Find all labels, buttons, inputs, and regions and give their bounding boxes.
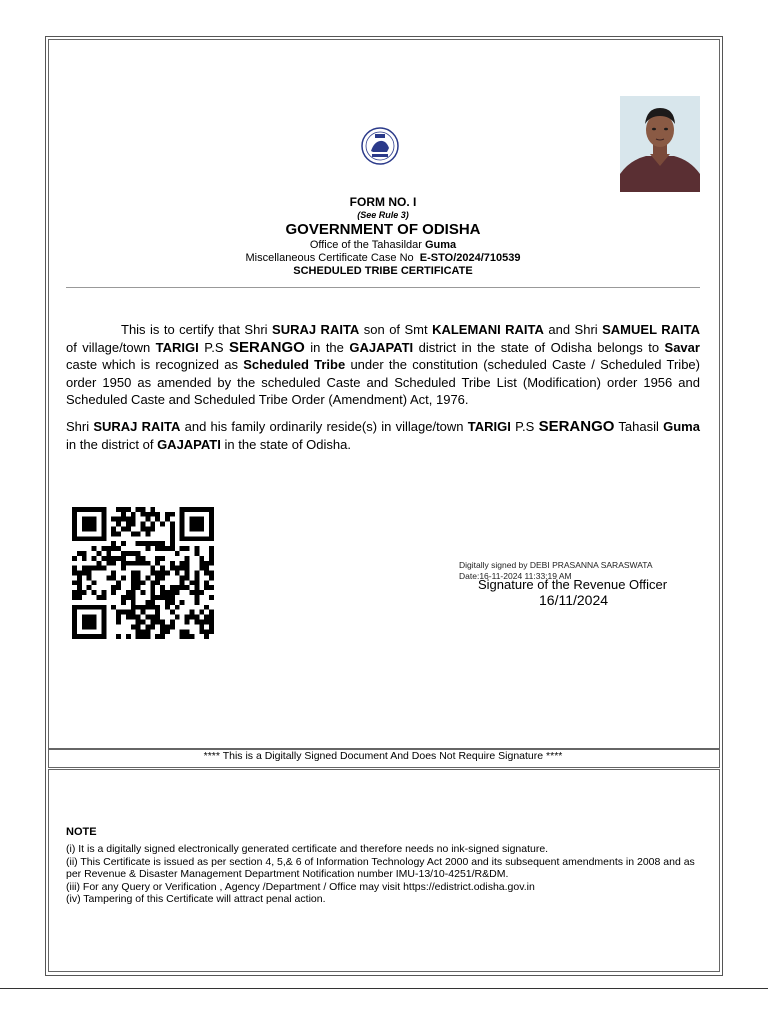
note-heading: NOTE: [66, 826, 97, 838]
note-item: (iii) For any Query or Verification , Agency /Department / Office may visit https://edistrict.odisha.gov.in: [66, 880, 535, 893]
district-name: GAJAPATI: [349, 339, 414, 355]
digital-sign-date: Date:16-11-2024 11:33:19 AM: [459, 570, 572, 581]
police-station: SERANGO: [228, 338, 305, 356]
signature-date: 16/11/2024: [539, 592, 609, 608]
digital-signer: Digitally signed by DEBI PRASANNA SARASWATA: [459, 560, 653, 570]
caste-name: Savar: [664, 339, 700, 355]
applicant-photo: [620, 96, 700, 192]
note-item: (ii) This Certificate is issued as per section 4, 5,& 6 of Information Technology Act 2000 and its subsequent amendments in 2008 and as per Revenue & Disaster Management Department Notification number IMU-13/10-4251/R&DM.: [66, 855, 695, 880]
government-title: GOVERNMENT OF ODISHA: [285, 221, 481, 238]
certificate-type: SCHEDULED TRIBE CERTIFICATE: [293, 265, 473, 277]
form-number: FORM NO. I: [349, 195, 417, 209]
note-list: [66, 843, 706, 906]
office-name: Guma: [424, 239, 457, 251]
odisha-emblem-icon: [360, 126, 400, 166]
issuing-office: [48, 239, 718, 251]
signature-title: Signature of the Revenue Officer: [478, 577, 668, 592]
category-name: Scheduled Tribe: [243, 357, 346, 372]
case-number: E-STO/2024/710539: [419, 252, 521, 264]
note-item: (i) It is a digitally signed electronically generated certificate and therefore needs no ink-signed signature.: [66, 843, 549, 855]
case-label: Miscellaneous Certificate Case No: [245, 252, 414, 264]
header-divider: [66, 287, 700, 288]
case-number-line: [48, 252, 718, 264]
verification-qr-code: [72, 506, 214, 640]
page-bottom-rule: [0, 988, 768, 989]
applicant-name: SURAJ RAITA: [272, 322, 360, 337]
mother-name: KALEMANI RAITA: [432, 322, 544, 337]
father-name: SAMUEL RAITA: [602, 322, 700, 337]
tahasil-name: Guma: [663, 419, 700, 434]
certification-paragraph: This is to certify that Shri SURAJ RAITA son of Smt KALEMANI RAITA and Shri SAMUEL RAITA of village/town TARIGI P.S SERANGO in the GAJAPATI district in the state of Odisha belongs to Savar caste which is recognized as Scheduled Tribe under the constitution (scheduled Caste / Scheduled Tribe) order 1950 as amended by the scheduled Caste and Scheduled Tribe List (Modification) order 1956 and Scheduled Caste and Scheduled Tribe Order (Amendment) Act, 1976.: [66, 322, 700, 407]
residence-paragraph: Shri SURAJ RAITA and his family ordinarily reside(s) in village/town TARIGI P.S SERANGO Tahasil Guma in the district of GAJAPATI in the state of Odisha.: [66, 418, 700, 452]
digitally-signed-banner: **** This is a Digitally Signed Document And Does Not Require Signature ****: [203, 750, 563, 762]
rule-reference: (See Rule 3): [357, 210, 409, 220]
note-item: (iv) Tampering of this Certificate will attract penal action.: [66, 893, 326, 905]
office-label: Office of the Tahasildar: [309, 239, 422, 251]
village-name: TARIGI: [155, 339, 199, 355]
